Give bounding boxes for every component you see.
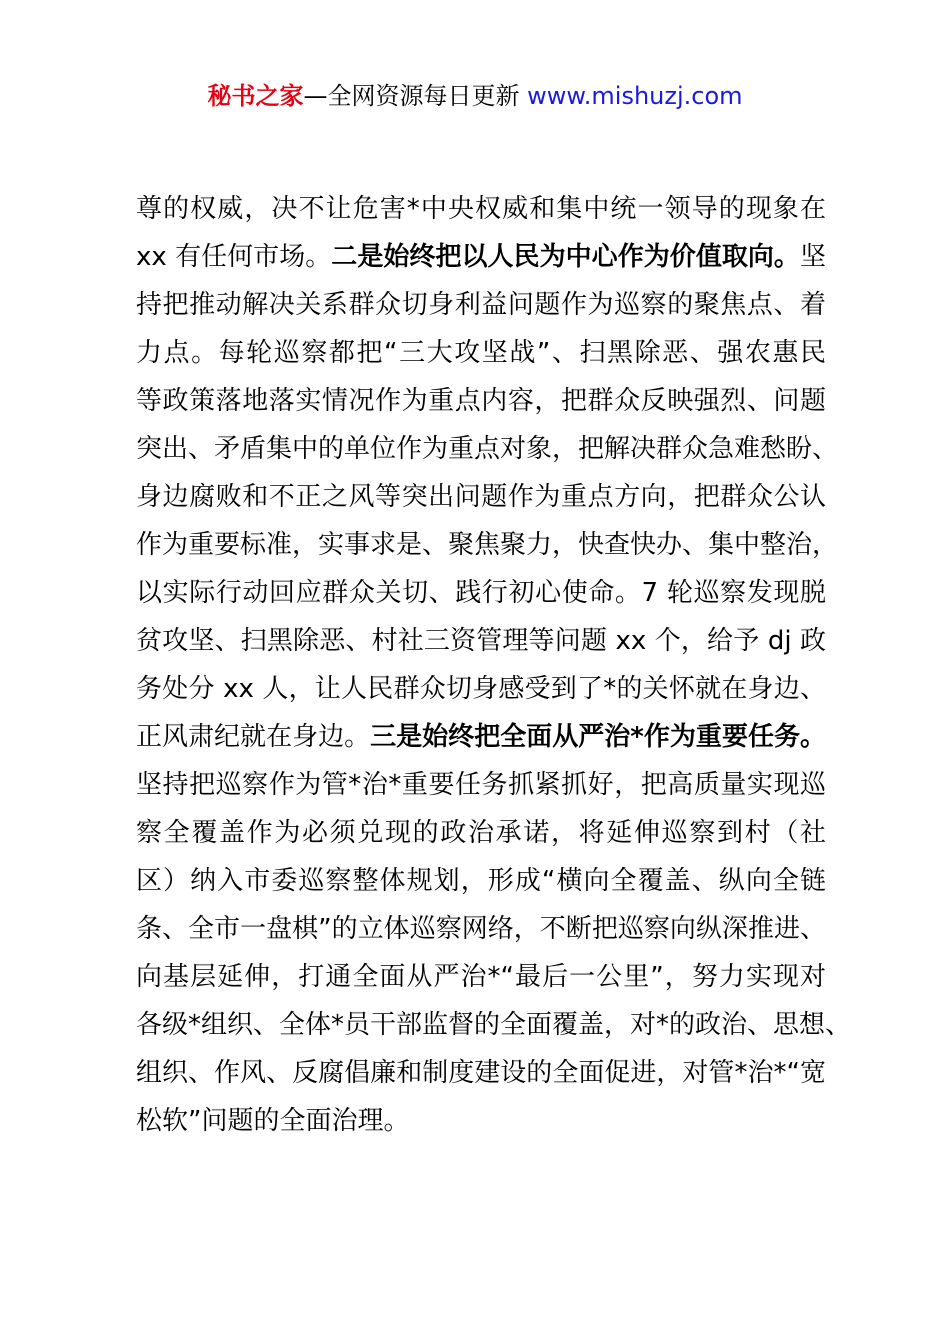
- text-line: [136, 473, 826, 521]
- body-text-segment: 作为重要标准，实事求是、聚焦聚力，快查快办、集中整治，: [136, 530, 839, 560]
- text-line: [136, 665, 826, 713]
- body-text-segment: 正风肃纪就在身边。: [136, 722, 371, 752]
- body-text-segment: 尊的权威，决不让危害*中央权威和集中统一领导的现象在: [136, 194, 826, 224]
- body-text-segment: 以实际行动回应群众关切、践行初心使命。7 轮巡察发现脱: [136, 578, 826, 608]
- body-text-segment: 各级*组织、全体*员干部监督的全面覆盖，对*的政治、思想、: [136, 1010, 852, 1040]
- text-line: [136, 377, 826, 425]
- text-line: [136, 905, 826, 953]
- body-text-segment: xx 有任何市场。: [136, 242, 332, 272]
- bold-heading-text: 二是始终把以人民为中心作为价值取向。: [331, 242, 800, 272]
- text-line: [136, 425, 839, 473]
- text-line: [136, 857, 826, 905]
- text-line: [136, 1097, 826, 1145]
- body-text-segment: 察全覆盖作为必须兑现的政治承诺，将延伸巡察到村（社: [136, 818, 826, 848]
- text-line: [136, 521, 839, 569]
- body-text-segment: 务处分 xx 人，让人民群众切身感受到了*的关怀就在身边、: [136, 674, 826, 704]
- body-text-segment: 坚: [799, 242, 826, 272]
- brand-name: 秘书之家: [207, 82, 304, 110]
- bold-heading-text: 三是始终把全面从严治*作为重要任务。: [370, 722, 826, 752]
- body-text-segment: 突出、矛盾集中的单位作为重点对象，把解决群众急难愁盼、: [136, 434, 839, 464]
- body-text-segment: 向基层延伸，打通全面从严治*“最后一公里”，努力实现对: [136, 962, 826, 992]
- body-text-segment: 松软”问题的全面治理。: [136, 1106, 410, 1136]
- site-url-link[interactable]: www.mishuzj.com: [527, 82, 743, 110]
- text-line: [136, 761, 826, 809]
- body-text-segment: 组织、作风、反腐倡廉和制度建设的全面促进，对管*治*“宽: [136, 1058, 826, 1088]
- body-text-segment: 区）纳入市委巡察整体规划，形成“横向全覆盖、纵向全链: [136, 866, 826, 896]
- body-text-segment: 持把推动解决关系群众切身利益问题作为巡察的聚焦点、着: [136, 290, 826, 320]
- page-header: [0, 80, 950, 112]
- text-line: [136, 185, 826, 233]
- body-text-segment: 等政策落地落实情况作为重点内容，把群众反映强烈、问题: [136, 386, 826, 416]
- text-line: [136, 233, 826, 281]
- body-text-segment: 力点。每轮巡察都把“三大攻坚战”、扫黑除恶、强农惠民: [136, 338, 826, 368]
- body-text-segment: 身边腐败和不正之风等突出问题作为重点方向，把群众公认: [136, 482, 826, 512]
- text-line: [136, 617, 826, 665]
- text-line: [136, 713, 826, 761]
- text-line: [136, 809, 826, 857]
- body-text-segment: 贫攻坚、扫黑除恶、村社三资管理等问题 xx 个，给予 dj 政: [136, 626, 826, 656]
- text-line: [136, 1049, 826, 1097]
- body-text-segment: 坚持把巡察作为管*治*重要任务抓紧抓好，把高质量实现巡: [136, 770, 826, 800]
- text-line: [136, 953, 826, 1001]
- header-tagline: —全网资源每日更新: [303, 82, 528, 110]
- text-line: [136, 329, 826, 377]
- text-line: [136, 569, 826, 617]
- text-line: [136, 1001, 852, 1049]
- body-text-segment: 条、全市一盘棋”的立体巡察网络，不断把巡察向纵深推进、: [136, 914, 826, 944]
- text-line: [136, 281, 826, 329]
- body-paragraph: [136, 185, 852, 1145]
